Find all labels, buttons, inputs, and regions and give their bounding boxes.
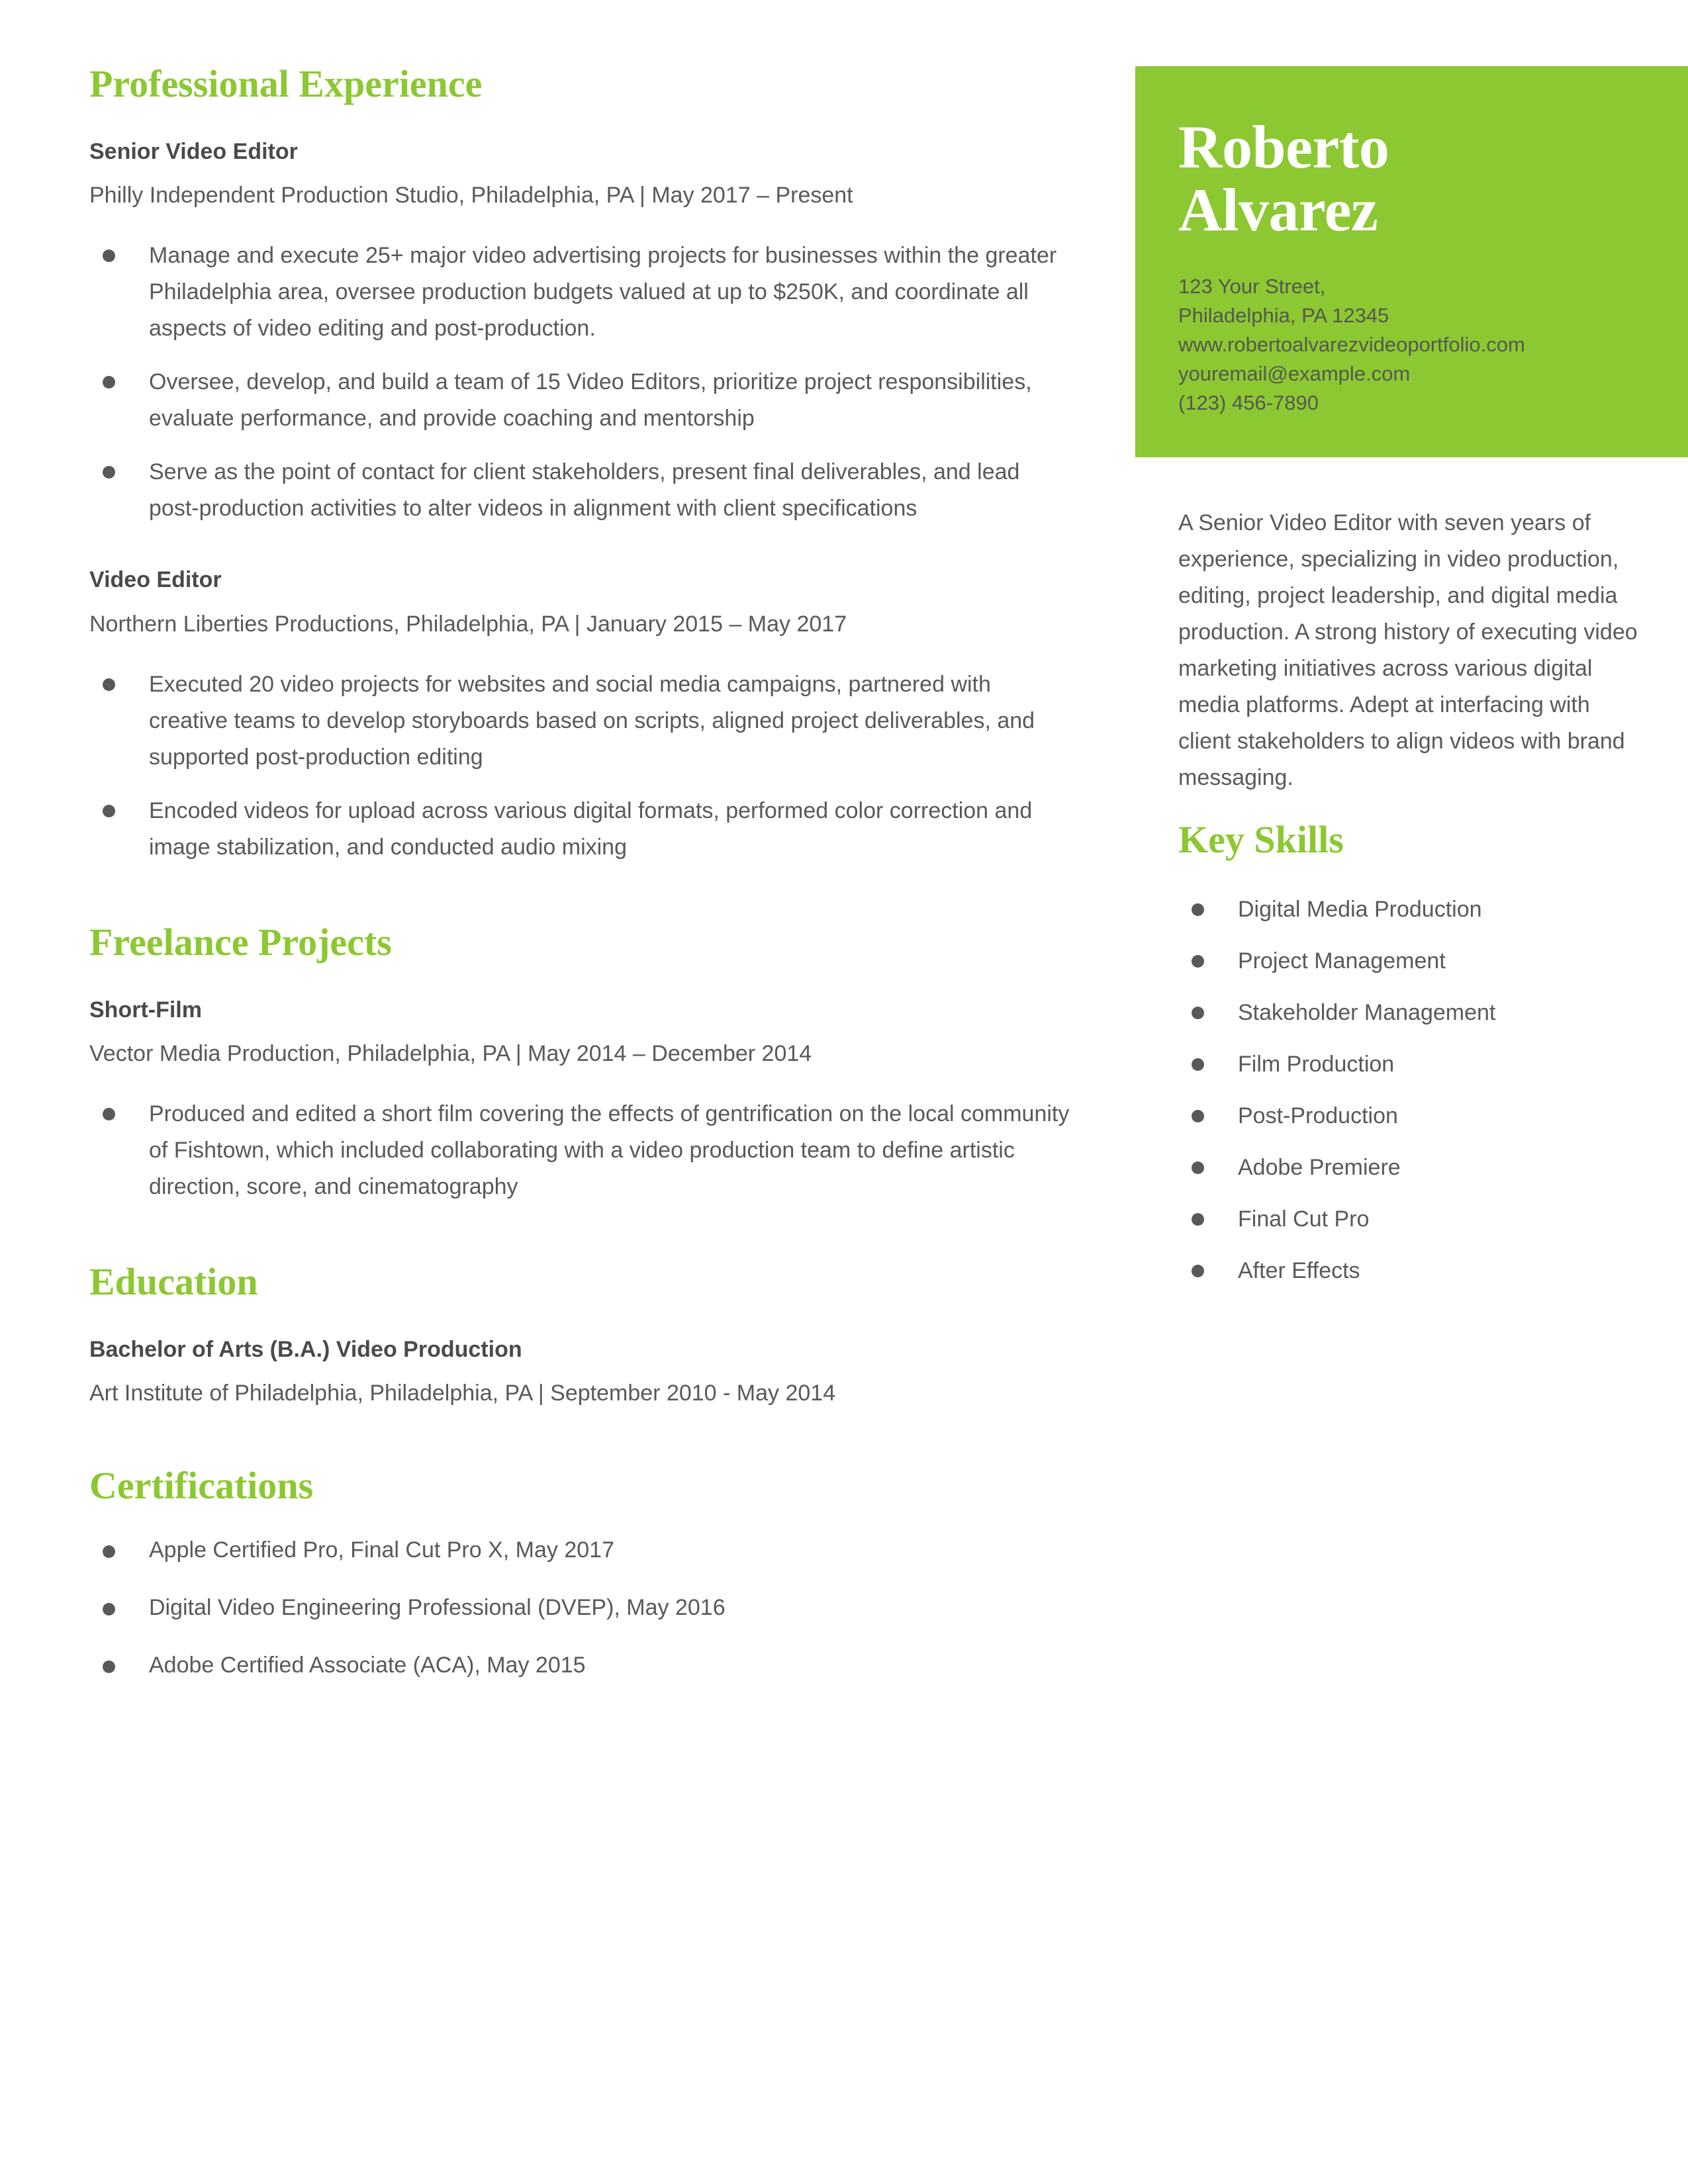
experience-entry bbox=[89, 137, 1076, 527]
project-bullet: Produced and edited a short film covering the effects of gentrification on the local community of Fishtown, which included collaborating with a video production team to define artistic direction, score, and cinematography bbox=[89, 1096, 1076, 1205]
contact-email[interactable]: youremail@example.com bbox=[1178, 361, 1411, 385]
experience-entry bbox=[89, 565, 1076, 865]
certification-item: Apple Certified Pro, Final Cut Pro X, May 2017 bbox=[89, 1533, 1076, 1567]
job-bullet: Manage and execute 25+ major video advertising projects for businesses within the greater Philadelphia area, oversee production budgets valued at up to $250K, and coordinate all aspects of video editing and post-production. bbox=[89, 238, 1076, 347]
school-meta: Art Institute of Philadelphia, Philadelphia, PA | September 2010 - May 2014 bbox=[89, 1380, 836, 1406]
project-title: Short-Film bbox=[89, 997, 202, 1023]
project-meta: Vector Media Production, Philadelphia, PA | May 2014 – December 2014 bbox=[89, 1040, 812, 1066]
certification-item: Digital Video Engineering Professional (DVEP), May 2016 bbox=[89, 1591, 1076, 1625]
skill-item: After Effects bbox=[1178, 1254, 1642, 1288]
contact-street: 123 Your Street, bbox=[1178, 274, 1326, 298]
job-bullet-list bbox=[89, 666, 1076, 866]
contact-block bbox=[1178, 272, 1688, 418]
right-column bbox=[1135, 66, 1688, 1306]
skill-item: Post-Production bbox=[1178, 1099, 1642, 1133]
job-meta: Northern Liberties Productions, Philadelphia, PA | January 2015 – May 2017 bbox=[89, 611, 847, 637]
skill-item: Film Production bbox=[1178, 1048, 1642, 1081]
section-title-professional-experience: Professional Experience bbox=[89, 62, 483, 105]
contact-website[interactable]: www.robertoalvarezvideoportfolio.com bbox=[1178, 332, 1525, 356]
candidate-name bbox=[1178, 113, 1549, 244]
job-bullet: Serve as the point of contact for client stakeholders, present final deliverables, and lead post-production activities to alter videos in alignment with client specifications bbox=[89, 454, 1076, 527]
job-bullet: Oversee, develop, and build a team of 15 Video Editors, prioritize project responsibilities, evaluate performance, and provide coaching and mentorship bbox=[89, 364, 1076, 437]
section-title-key-skills: Key Skills bbox=[1178, 818, 1344, 862]
contact-phone[interactable]: (123) 456-7890 bbox=[1178, 390, 1319, 414]
skill-item: Adobe Premiere bbox=[1178, 1151, 1642, 1185]
job-bullet: Encoded videos for upload across various digital formats, performed color correction and image stabilization, and conducted audio mixing bbox=[89, 793, 1076, 866]
skill-item: Stakeholder Management bbox=[1178, 996, 1642, 1030]
section-freelance-projects bbox=[89, 921, 1076, 1205]
name-header-block bbox=[1135, 66, 1688, 457]
key-skills-list bbox=[1178, 893, 1642, 1288]
section-certifications bbox=[89, 1465, 1076, 1682]
project-bullet-list bbox=[89, 1096, 1076, 1205]
section-title-education: Education bbox=[89, 1260, 258, 1303]
skill-item: Project Management bbox=[1178, 944, 1642, 978]
section-professional-experience bbox=[89, 63, 1076, 866]
certification-list bbox=[89, 1533, 1076, 1682]
freelance-entry bbox=[89, 995, 1076, 1205]
right-column-body bbox=[1135, 505, 1688, 1288]
skill-item: Digital Media Production bbox=[1178, 893, 1642, 927]
professional-summary: A Senior Video Editor with seven years of experience, specializing in video production, editing, project leadership, and digital media production. A strong history of executing video marketing initiatives across various digital media platforms. Adept at interfacing with client stakeholders to align videos with brand messaging. bbox=[1178, 510, 1638, 791]
last-name: Alvarez bbox=[1178, 175, 1378, 244]
certification-item: Adobe Certified Associate (ACA), May 2015 bbox=[89, 1649, 1076, 1682]
education-entry bbox=[89, 1335, 1076, 1409]
first-name: Roberto bbox=[1178, 113, 1389, 181]
job-title: Senior Video Editor bbox=[89, 138, 298, 164]
section-title-certifications: Certifications bbox=[89, 1463, 314, 1507]
job-meta: Philly Independent Production Studio, Philadelphia, PA | May 2017 – Present bbox=[89, 182, 853, 208]
contact-city-state-zip: Philadelphia, PA 12345 bbox=[1178, 303, 1389, 327]
skill-item: Final Cut Pro bbox=[1178, 1203, 1642, 1236]
job-title: Video Editor bbox=[89, 567, 222, 593]
left-column bbox=[89, 63, 1076, 1682]
job-bullet: Executed 20 video projects for websites and social media campaigns, partnered with creative teams to develop storyboards based on scripts, aligned project deliverables, and supported post-production editing bbox=[89, 666, 1076, 776]
section-title-freelance-projects: Freelance Projects bbox=[89, 920, 392, 964]
degree-title: Bachelor of Arts (B.A.) Video Production bbox=[89, 1336, 522, 1362]
section-education bbox=[89, 1261, 1076, 1409]
job-bullet-list bbox=[89, 238, 1076, 527]
